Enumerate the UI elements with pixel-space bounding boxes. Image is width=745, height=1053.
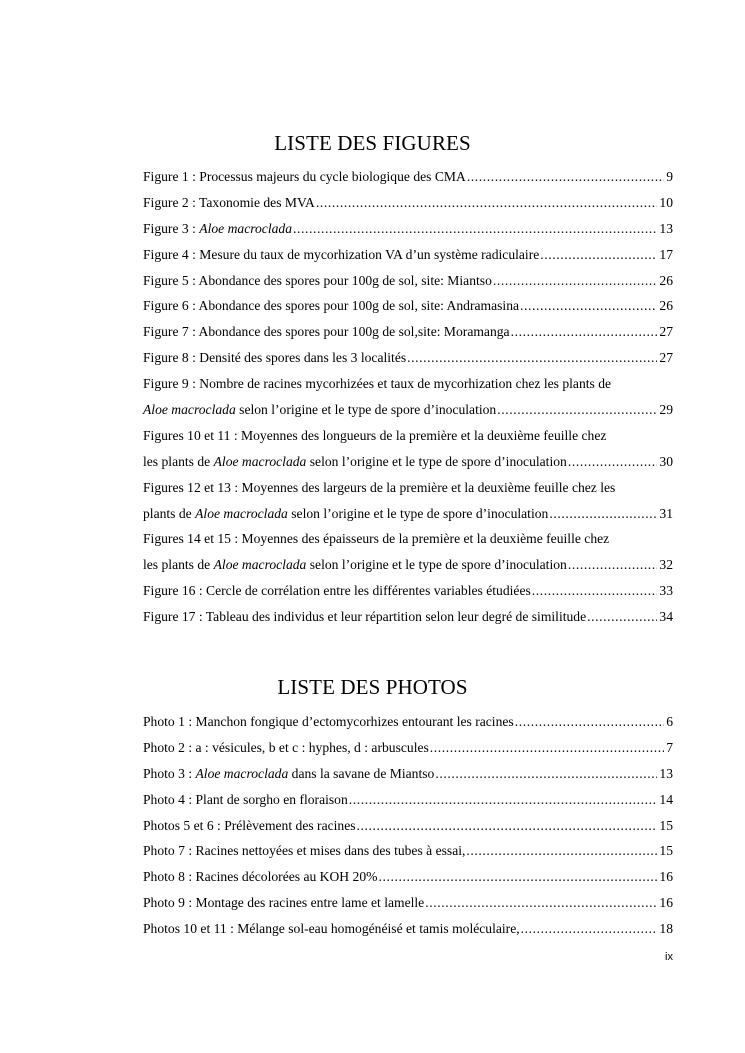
figure-title-text: les plants de (143, 557, 214, 573)
photos-heading: LISTE DES PHOTOS (277, 675, 468, 699)
photo-title-text: Photos 10 et 11 : Mélange sol-eau homogénéisé et tamis moléculaire, (143, 921, 520, 937)
figure-entry-title (143, 503, 548, 525)
figure-title-text: les plants de (143, 453, 214, 469)
figure-page-number: 30 (659, 453, 673, 469)
dot-leader (378, 866, 657, 888)
photo-entry-title (143, 866, 377, 888)
photo-entry-title (143, 763, 434, 785)
photo-entry (143, 815, 673, 841)
figure-title-text: Figure 6 : Abondance des spores pour 100g de sol, site: Andramasina (143, 298, 520, 314)
figure-species-name: Aloe macroclada (213, 557, 307, 573)
dot-leader (293, 218, 657, 240)
figure-title-text: Figure 5 : Abondance des spores pour 100g de sol, site: Miantso (143, 272, 492, 288)
figure-title-text: Figure 7 : Abondance des spores pour 100g de sol,site: Moramanga (143, 324, 510, 340)
dot-leader (568, 451, 658, 473)
dot-leader (515, 711, 665, 733)
figure-entry-title (143, 192, 315, 214)
photo-entry (143, 866, 673, 892)
figure-species-name: Aloe macroclada (143, 402, 236, 418)
figure-title-text: Figure 8 : Densité des spores dans les 3 localités (143, 350, 407, 366)
photo-title-text: Photo 3 : (143, 765, 196, 781)
dot-leader (430, 737, 664, 759)
figure-page-number: 26 (659, 272, 673, 288)
figures-list (143, 166, 673, 632)
photo-entry (143, 789, 673, 815)
photo-entry-title (143, 840, 465, 862)
photo-entry-title (143, 711, 514, 733)
figure-entry-line1: Figure 9 : Nombre de racines mycorhizées et taux de mycorhization chez les plants de (143, 376, 612, 392)
dot-leader (521, 918, 658, 940)
figure-entry-line1: Figures 10 et 11 : Moyennes des longueurs de la première et la deuxième feuille chez (143, 427, 607, 443)
photo-title-text: Photo 9 : Montage des racines entre lame et lamelle (143, 895, 425, 911)
dot-leader (357, 815, 658, 837)
dot-leader (511, 321, 658, 343)
photo-title-text: Photos 5 et 6 : Prélèvement des racines (143, 817, 356, 833)
figure-title-text: plants de (143, 505, 196, 521)
figure-entry (143, 554, 673, 580)
figure-page-number: 27 (659, 350, 673, 366)
figure-page-number: 9 (666, 169, 673, 184)
figure-title-text: Figure 1 : Processus majeurs du cycle biologique des CMA (143, 169, 466, 184)
figure-entry (143, 295, 673, 321)
figure-entry (143, 580, 673, 606)
figure-title-text: Figure 16 : Cercle de corrélation entre les différentes variables étudiées (143, 583, 531, 599)
figure-title-text: selon l’origine et le type de spore d’inoculation (235, 402, 497, 418)
figure-entry-title (143, 295, 519, 317)
figure-entry-title (143, 270, 492, 292)
photos-list (143, 711, 673, 944)
figure-entry-title (143, 399, 496, 421)
figure-page-number: 26 (659, 298, 673, 314)
dot-leader (435, 763, 657, 785)
figure-page-number: 32 (659, 557, 673, 573)
figure-entry-title (143, 580, 531, 602)
figure-entry-title (143, 554, 567, 576)
figure-entry-line1: Figures 12 et 13 : Moyennes des largeurs de la première et la deuxième feuille chez les (143, 479, 616, 495)
photo-title-text: Photo 8 : Racines décolorées au KOH 20% (143, 869, 378, 885)
figure-entry (143, 347, 673, 373)
photo-entry-title (143, 918, 520, 940)
dot-leader (497, 399, 657, 421)
figure-entry (143, 503, 673, 529)
dot-leader (568, 554, 658, 576)
photo-title-text: Photo 2 : a : vésicules, b et c : hyphes, d : arbuscules (143, 739, 429, 755)
dot-leader (540, 244, 657, 266)
photo-page-number: 14 (659, 791, 673, 807)
figure-page-number: 17 (659, 246, 673, 262)
figure-entry (143, 270, 673, 296)
figure-page-number: 29 (659, 402, 673, 418)
figure-entry (143, 606, 673, 632)
photo-entry (143, 840, 673, 866)
dot-leader (532, 580, 658, 602)
figure-species-name: Aloe macroclada (199, 220, 293, 236)
figure-entry (143, 192, 673, 218)
figure-entry-title (143, 244, 539, 266)
figure-species-name: Aloe macroclada (213, 453, 307, 469)
photo-entry-title (143, 737, 429, 759)
photo-page-number: 6 (666, 714, 673, 729)
photo-page-number: 7 (666, 739, 673, 755)
figure-title-text: selon l’origine et le type de spore d’inoculation (287, 505, 549, 521)
figure-page-number: 34 (659, 609, 673, 625)
photo-page-number: 16 (659, 895, 673, 911)
figure-page-number: 10 (659, 194, 673, 210)
figure-species-name: Aloe macroclada (195, 505, 288, 521)
figure-title-text: Figure 17 : Tableau des individus et leur répartition selon leur degré de similitude (143, 609, 587, 625)
dot-leader (520, 295, 657, 317)
photo-entry (143, 892, 673, 918)
photo-entry-title (143, 892, 424, 914)
photo-title-text: Photo 4 : Plant de sorgho en floraison (143, 791, 348, 807)
photo-entry-title (143, 815, 356, 837)
figure-title-text: Figure 2 : Taxonomie des MVA (143, 194, 315, 210)
photo-entry (143, 763, 673, 789)
figure-entry (143, 321, 673, 347)
figure-entry (143, 218, 673, 244)
figure-entry-title (143, 347, 406, 369)
dot-leader (349, 789, 658, 811)
photo-entry (143, 711, 673, 737)
dot-leader (467, 166, 664, 188)
figure-entry-title (143, 218, 292, 240)
figure-entry (143, 166, 673, 192)
photo-page-number: 15 (659, 817, 673, 833)
figure-title-text: selon l’origine et le type de spore d’inoculation (306, 557, 567, 573)
figure-entry-title (143, 321, 510, 343)
figure-title-text: Figure 3 : (143, 220, 200, 236)
dot-leader (587, 606, 657, 628)
figure-entry (143, 244, 673, 270)
figure-entry-line1: Figures 14 et 15 : Moyennes des épaisseurs de la première et la deuxième feuille chez (143, 531, 610, 547)
figure-entry-title (143, 166, 466, 188)
photo-entry-title (143, 789, 348, 811)
figure-title-text: selon l’origine et le type de spore d’inoculation (306, 453, 567, 469)
photo-title-text: dans la savane de Miantso (288, 765, 435, 781)
dot-leader (316, 192, 658, 214)
photo-title-text: Photo 7 : Racines nettoyées et mises dans des tubes à essai, (143, 843, 466, 859)
dot-leader (407, 347, 657, 369)
figure-entry-title (143, 451, 567, 473)
dot-leader (425, 892, 657, 914)
figure-page-number: 27 (659, 324, 673, 340)
page-number: ix (665, 951, 673, 963)
dot-leader (493, 270, 658, 292)
figure-page-number: 13 (659, 220, 673, 236)
figure-title-text: Figure 4 : Mesure du taux de mycorhization VA d’un système radiculaire (143, 246, 540, 262)
dot-leader (466, 840, 657, 862)
photo-page-number: 16 (659, 869, 673, 885)
figure-page-number: 33 (659, 583, 673, 599)
photo-page-number: 15 (659, 843, 673, 859)
figure-page-number: 31 (659, 505, 673, 521)
figure-entry (143, 451, 673, 477)
figures-heading: LISTE DES FIGURES (274, 131, 471, 155)
dot-leader (549, 503, 657, 525)
photo-entry (143, 918, 673, 944)
photo-entry (143, 737, 673, 763)
photo-species-name: Aloe macroclada (195, 765, 289, 781)
photo-page-number: 18 (659, 921, 673, 937)
photo-title-text: Photo 1 : Manchon fongique d’ectomycorhizes entourant les racines (143, 714, 514, 729)
figure-entry (143, 399, 673, 425)
photo-page-number: 13 (659, 765, 673, 781)
figure-entry-title (143, 606, 586, 628)
